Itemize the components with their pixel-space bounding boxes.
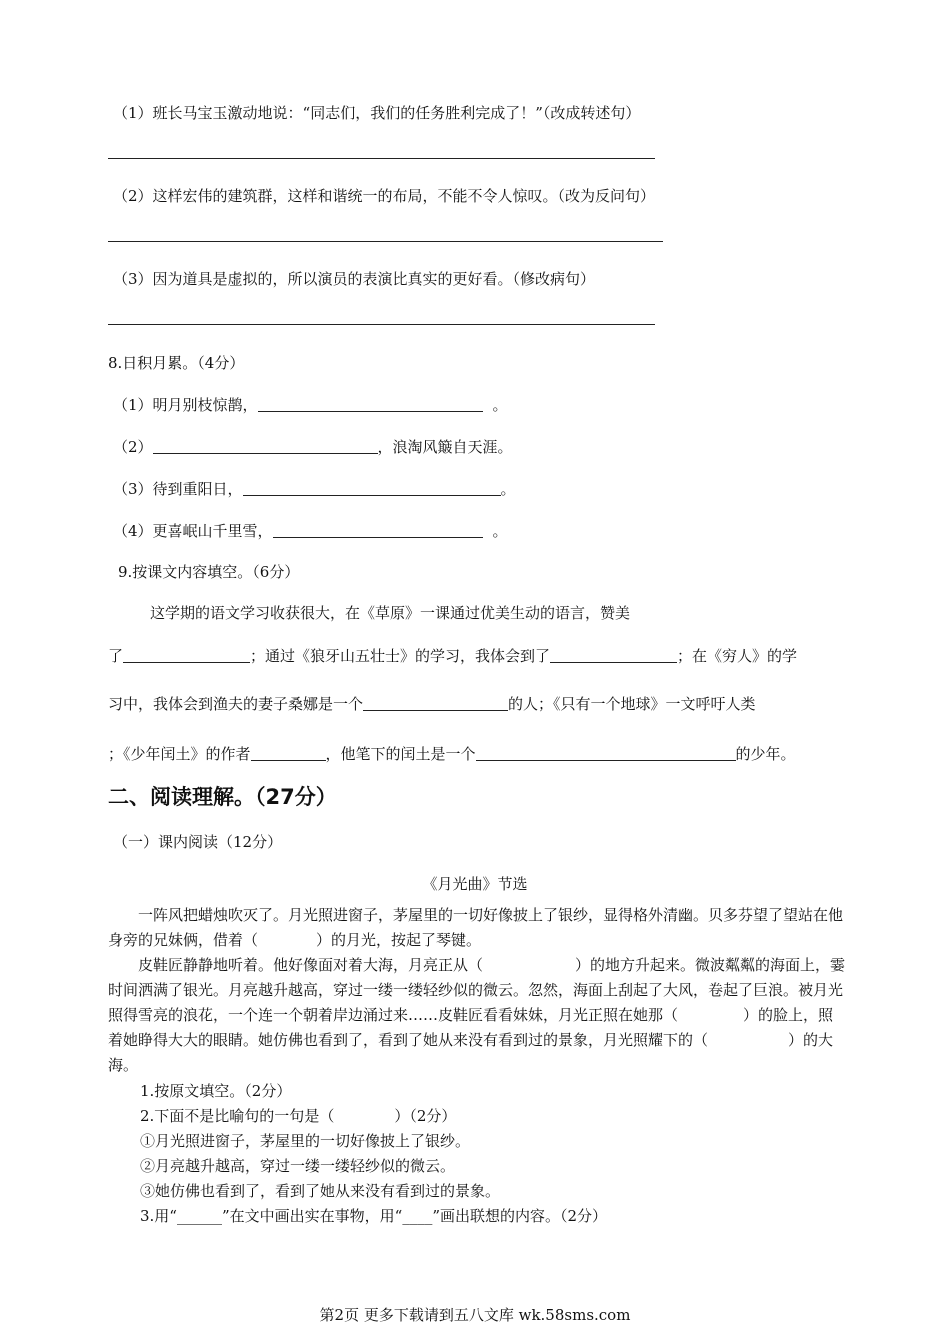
blank[interactable]: [550, 647, 677, 663]
q8-line-3-text: （3）待到重阳日，: [113, 480, 243, 498]
q8-line-2-text: ，浪淘风簸自天涯。: [377, 438, 513, 456]
question-1: 1.按原文填空。（2分）: [140, 1082, 292, 1100]
p2-text-d: ）的大海。: [108, 1031, 834, 1074]
q9-line-2: [108, 645, 797, 666]
q8-line-3: [113, 478, 516, 499]
p2-text-a: 皮鞋匠静静地听着。他好像面对着大海，月亮正从（: [138, 956, 484, 974]
q8-line-1-end: 。: [492, 396, 508, 414]
blank[interactable]: [258, 396, 483, 412]
option-2[interactable]: ②月亮越升越高，穿过一缕一缕轻纱似的微云。: [140, 1157, 456, 1175]
q9-line-3-b: 的人；《只有一个地球》一文呼吁人类: [508, 695, 756, 713]
q9-title: 9.按课文内容填空。（6分）: [118, 563, 300, 581]
q8-line-1: [113, 394, 508, 415]
p1-text-b: ）的月光，按起了琴键。: [316, 931, 482, 949]
q9-line-3: [108, 693, 756, 714]
question-2: 2.下面不是比喻句的一句是（ ）（2分）: [140, 1107, 457, 1125]
passage-title: 《月光曲》节选: [422, 875, 528, 893]
p2-text-b: ）的地方升起来。微波粼粼的海面上，霎时间洒满了银光。月亮越升越高，穿过一缕一缕轻纱似的微云。忽然，海面上刮起了大风，卷起了巨浪。被月光照得雪亮的浪花，一个连一个朝着岸边涌过来……皮鞋匠看看妹妹，月光正照在她那（: [108, 956, 846, 1024]
q9-line-3-a: 习中，我体会到渔夫的妻子桑娜是一个: [108, 695, 364, 713]
q7-sentence-2: （2）这样宏伟的建筑群，这样和谐统一的布局，不能不令人惊叹。（改为反问句）: [113, 187, 656, 205]
answer-line[interactable]: [108, 241, 663, 242]
blank[interactable]: [476, 745, 736, 761]
q8-line-2: [113, 436, 513, 457]
option-3[interactable]: ③她仿佛也看到了，看到了她从来没有看到过的景象。: [140, 1182, 501, 1200]
passage-paragraph-2: [108, 953, 848, 1078]
q8-line-4: [113, 520, 508, 541]
q8-title: 8.日积月累。（4分）: [108, 354, 245, 372]
p2-text-c: ）的脸上，照着她睁得大大的眼睛。她仿佛也看到了，看到了她从来没有看到过的景象，月光照耀下的（: [108, 1006, 834, 1049]
q8-line-4-text: （4）更喜岷山千里雪，: [113, 522, 273, 540]
blank[interactable]: [153, 438, 378, 454]
q9-line-4-a: ；《少年闰土》的作者: [108, 745, 251, 763]
q8-line-3-end: 。: [500, 480, 516, 498]
question-3: 3.用“______”在文中画出实在事物，用“____”画出联想的内容。（2分）: [140, 1207, 608, 1225]
q9-line-4-c: 的少年。: [735, 745, 796, 763]
blank[interactable]: [123, 647, 250, 663]
q7-sentence-3: （3）因为道具是虚拟的，所以演员的表演比真实的更好看。（修改病句）: [113, 270, 596, 288]
blank[interactable]: [273, 522, 483, 538]
page-footer: 第2页 更多下载请到五八文库 wk.58sms.com: [319, 1306, 631, 1324]
q8-line-1-text: （1）明月别枝惊鹊，: [113, 396, 258, 414]
passage-paragraph-1: [108, 903, 848, 953]
subsection-title: （一）课内阅读（12分）: [113, 833, 283, 851]
q7-sentence-1: （1）班长马宝玉激动地说：“同志们，我们的任务胜利完成了！”（改成转述句）: [113, 104, 641, 122]
q8-line-4-end: 。: [492, 522, 508, 540]
q9-line-2-b: ；通过《狼牙山五壮士》的学习，我体会到了: [250, 647, 551, 665]
blank[interactable]: [363, 695, 508, 711]
blank[interactable]: [243, 480, 501, 496]
q9-line-4: [108, 743, 796, 764]
q9-line-2-a: 了: [108, 647, 124, 665]
option-1[interactable]: ①月光照进窗子，茅屋里的一切好像披上了银纱。: [140, 1132, 471, 1150]
q9-line-2-c: ；在《穷人》的学: [677, 647, 798, 665]
answer-line[interactable]: [108, 158, 655, 159]
q8-line-2-num: （2）: [113, 438, 153, 456]
blank[interactable]: [251, 745, 326, 761]
q9-line-4-b: ，他笔下的闰土是一个: [325, 745, 476, 763]
q9-line-1: 这学期的语文学习收获很大，在《草原》一课通过优美生动的语言，赞美: [150, 604, 631, 622]
p1-text-a: 一阵风把蜡烛吹灭了。月光照进窗子，茅屋里的一切好像披上了银纱，显得格外清幽。贝多芬望了望站在他身旁的兄妹俩，借着（: [108, 906, 844, 949]
section-title: 二、阅读理解。（27分）: [108, 785, 337, 809]
answer-line[interactable]: [108, 324, 655, 325]
